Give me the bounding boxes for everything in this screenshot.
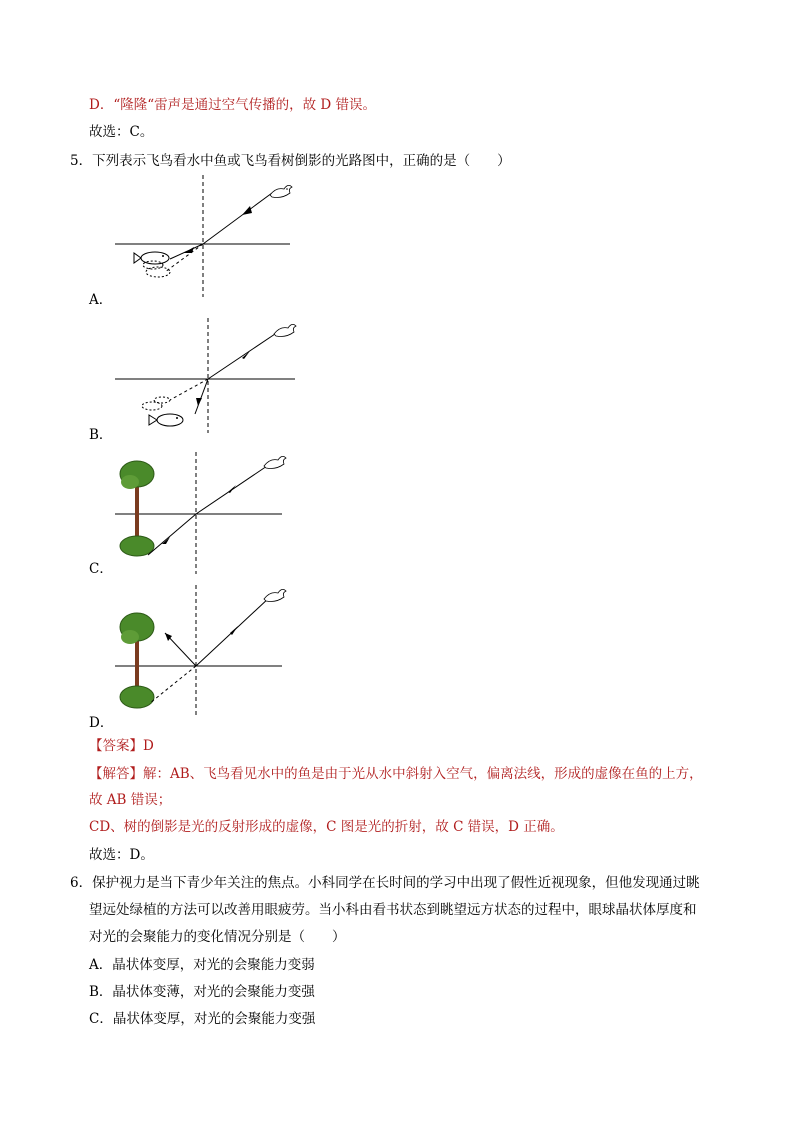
answer-value: D (143, 738, 154, 754)
q5-option-c-label: C． (89, 561, 113, 577)
q5-analysis-line-2: 故 AB 错误； (89, 792, 172, 808)
figure-d-tree-reflection (110, 585, 300, 720)
q6-stem-line-1: 6．保护视力是当下青少年关注的焦点。小科同学在长时间的学习中出现了假性近视现象，但他发现通过眺 (70, 875, 700, 891)
q5-option-a-label: A． (89, 292, 113, 308)
q6-stem-line-3: 对光的会聚能力的变化情况分别是（ ） (89, 929, 346, 945)
q5-analysis-line-3: CD、树的倒影是光的反射形成的虚像，C 图是光的折射，故 C 错误，D 正确。 (89, 819, 564, 835)
answer-tag: 【答案】 (89, 738, 143, 754)
figure-b-fish-refraction (110, 318, 300, 436)
q5-analysis-line-1 (89, 765, 703, 783)
q6-option-c: C．晶状体变厚，对光的会聚能力变强 (89, 1011, 316, 1027)
prev-choose: 故选：C。 (89, 124, 154, 140)
q5-stem: 5．下列表示飞鸟看水中鱼或飞鸟看树倒影的光路图中，正确的是（ ） (70, 153, 511, 169)
figure-c-tree-reflection (110, 452, 300, 577)
analysis-text-1: 解：AB、飞鸟看见水中的鱼是由于光从水中斜射入空气，偏离法线，形成的虚像在鱼的上方， (143, 766, 703, 782)
q6-option-a: A．晶状体变厚，对光的会聚能力变弱 (89, 957, 315, 973)
prev-option-d: D．“隆隆“雷声是通过空气传播的，故 D 错误。 (89, 97, 377, 113)
q6-option-b: B．晶状体变薄，对光的会聚能力变强 (89, 984, 315, 1000)
q5-option-d-label: D． (89, 715, 114, 731)
figure-a-fish-refraction (110, 175, 300, 300)
q6-stem-line-2: 望远处绿植的方法可以改善用眼疲劳。当小科由看书状态到眺望远方状态的过程中，眼球晶状体厚度和 (89, 902, 697, 918)
q5-option-b-label: B． (89, 427, 113, 443)
analysis-tag: 【解答】 (89, 766, 143, 782)
q5-answer (89, 737, 154, 755)
q5-choose: 故选：D。 (89, 847, 154, 863)
